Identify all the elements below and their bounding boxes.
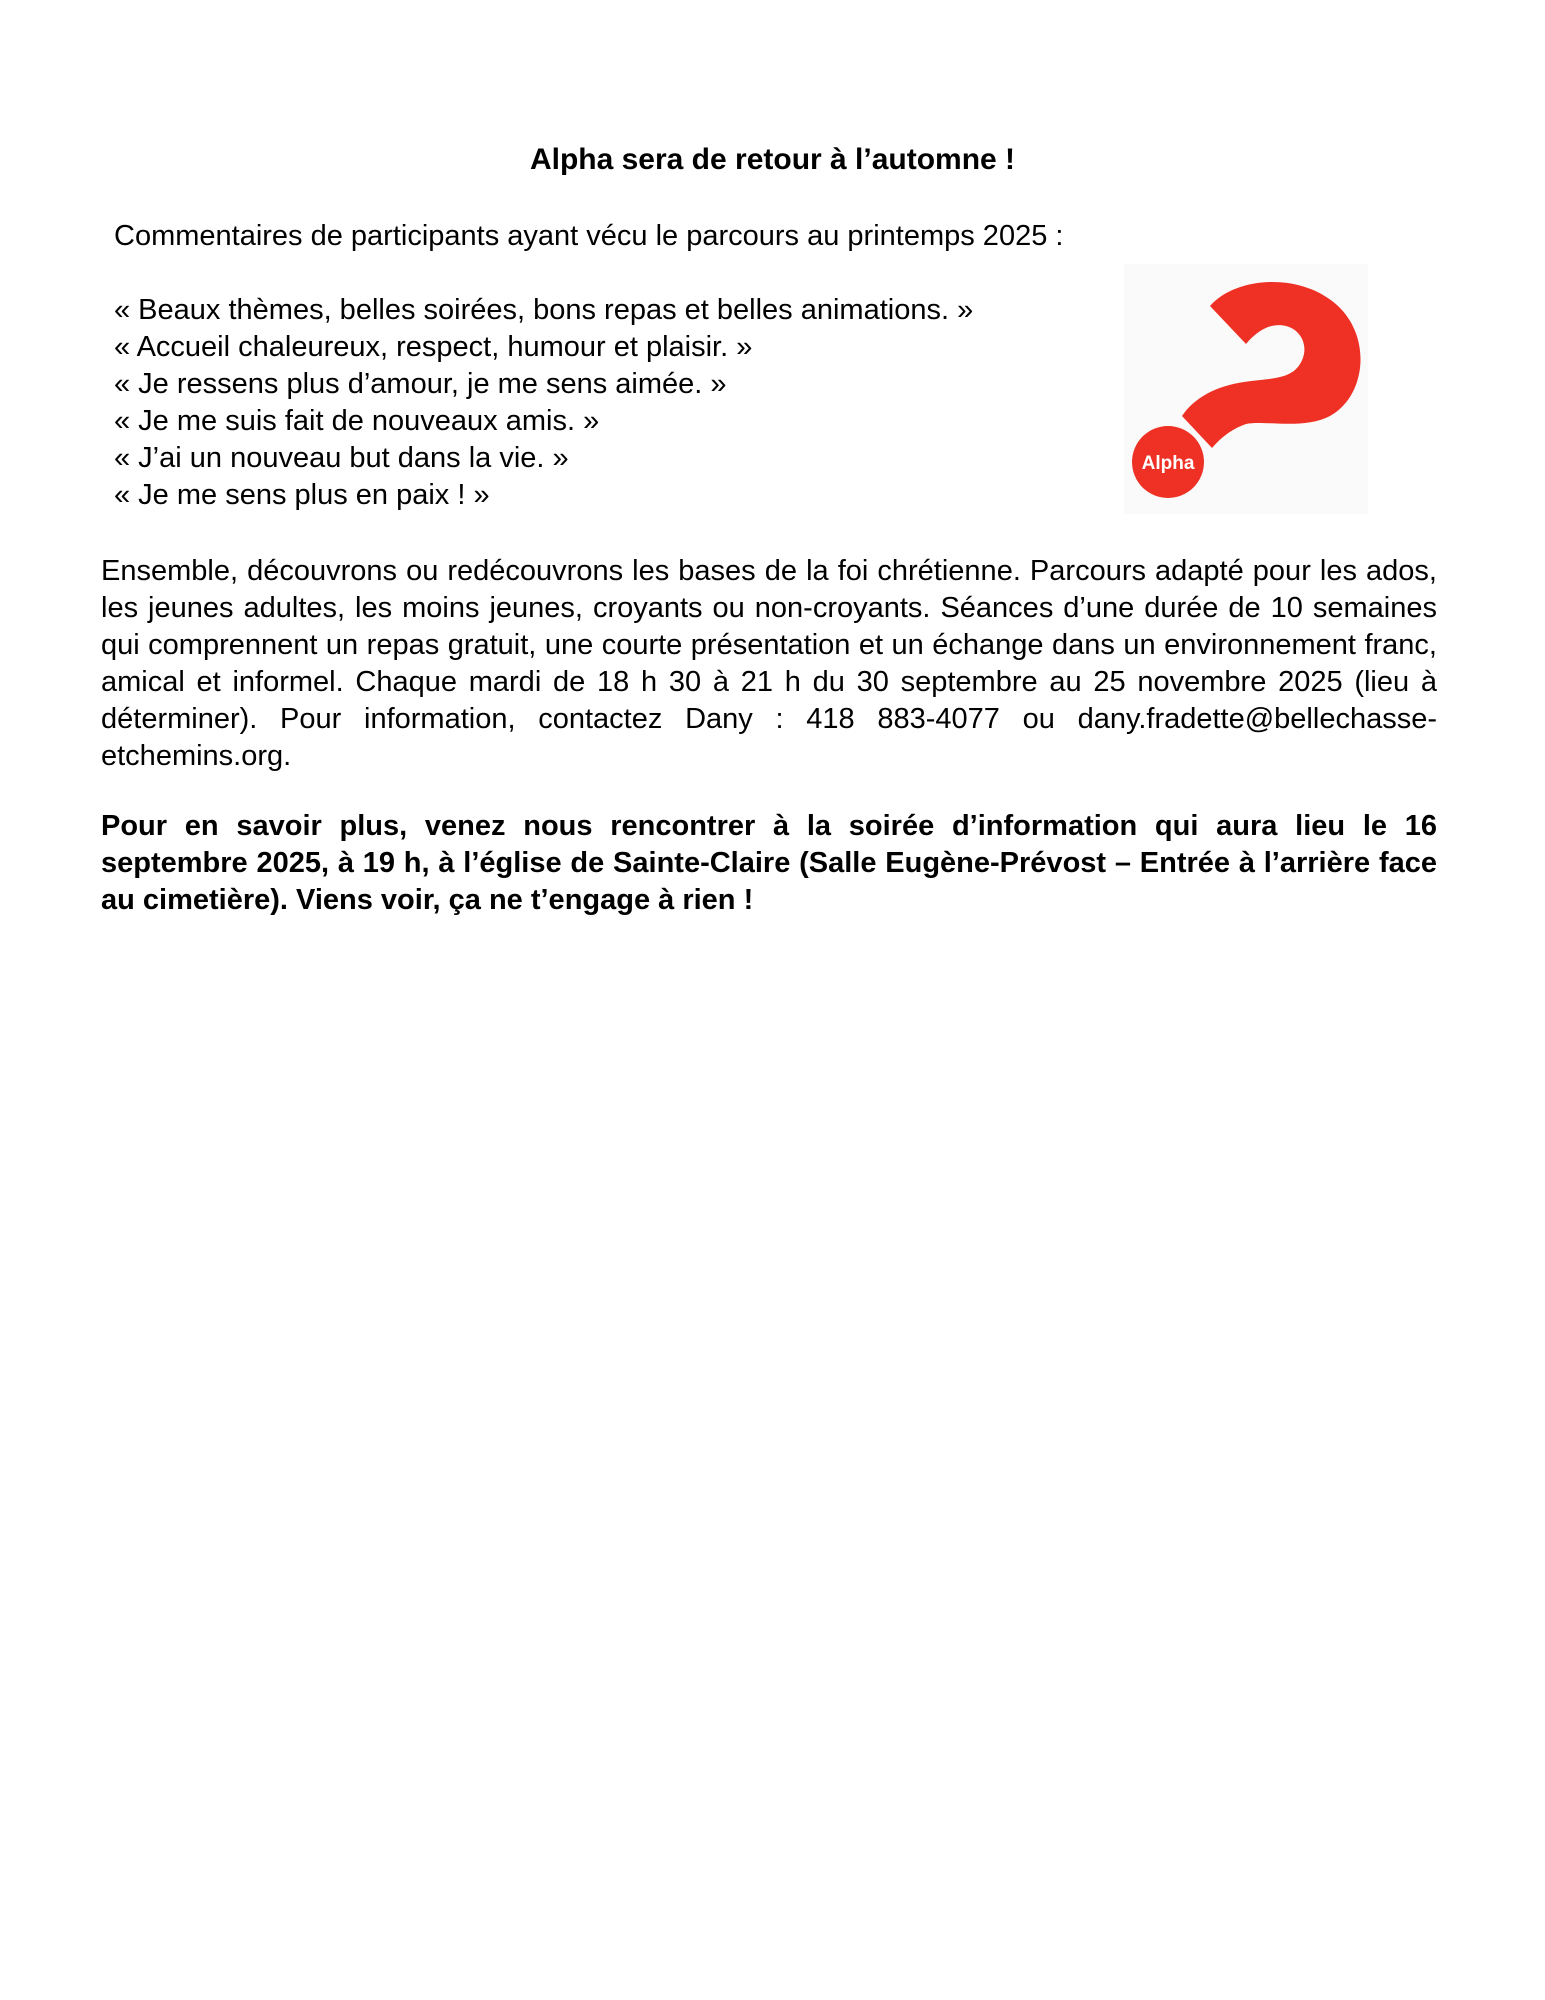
intro-text: Commentaires de participants ayant vécu le parcours au printemps 2025 : <box>114 220 1064 252</box>
testimonial-item: « Je me suis fait de nouveaux amis. » <box>114 405 600 437</box>
info-session-paragraph: Pour en savoir plus, venez nous rencontrer à la soirée d’information qui aura lieu le 16 septembre 2025, à 19 h, à l’église de Sainte-Claire (Salle Eugène-Prévost – Entrée à l’arrière face au cimetière). Viens voir, ça ne t’engage à rien ! <box>101 810 1437 916</box>
logo-text: Alpha <box>1141 453 1195 474</box>
testimonial-list <box>114 292 973 514</box>
alpha-question-mark-logo-icon <box>1124 264 1368 514</box>
testimonial-item: « J’ai un nouveau but dans la vie. » <box>114 442 569 474</box>
testimonial-item: « Je me sens plus en paix ! » <box>114 479 490 511</box>
page-title: Alpha sera de retour à l’automne ! <box>529 143 1016 176</box>
testimonial-item: « Beaux thèmes, belles soirées, bons repas et belles animations. » <box>114 294 974 326</box>
testimonial-item: « Accueil chaleureux, respect, humour et plaisir. » <box>114 331 753 363</box>
testimonial-item: « Je ressens plus d’amour, je me sens aimée. » <box>114 368 727 400</box>
body-paragraph: Ensemble, découvrons ou redécouvrons les bases de la foi chrétienne. Parcours adapté pour les ados, les jeunes adultes, les moins jeunes, croyants ou non-croyants. Séances d’une durée de 10 semaines qui comprennent un repas gratuit, une courte présentation et un échange dans un environnement franc, amical et informel. Chaque mardi de 18 h 30 à 21 h du 30 septembre au 25 novembre 2025 (lieu à déterminer). Pour information, contactez Dany : 418 883-4077 ou dany.fradette@bellechasse-etchemins.org. <box>101 555 1437 772</box>
alpha-logo <box>1124 264 1368 514</box>
